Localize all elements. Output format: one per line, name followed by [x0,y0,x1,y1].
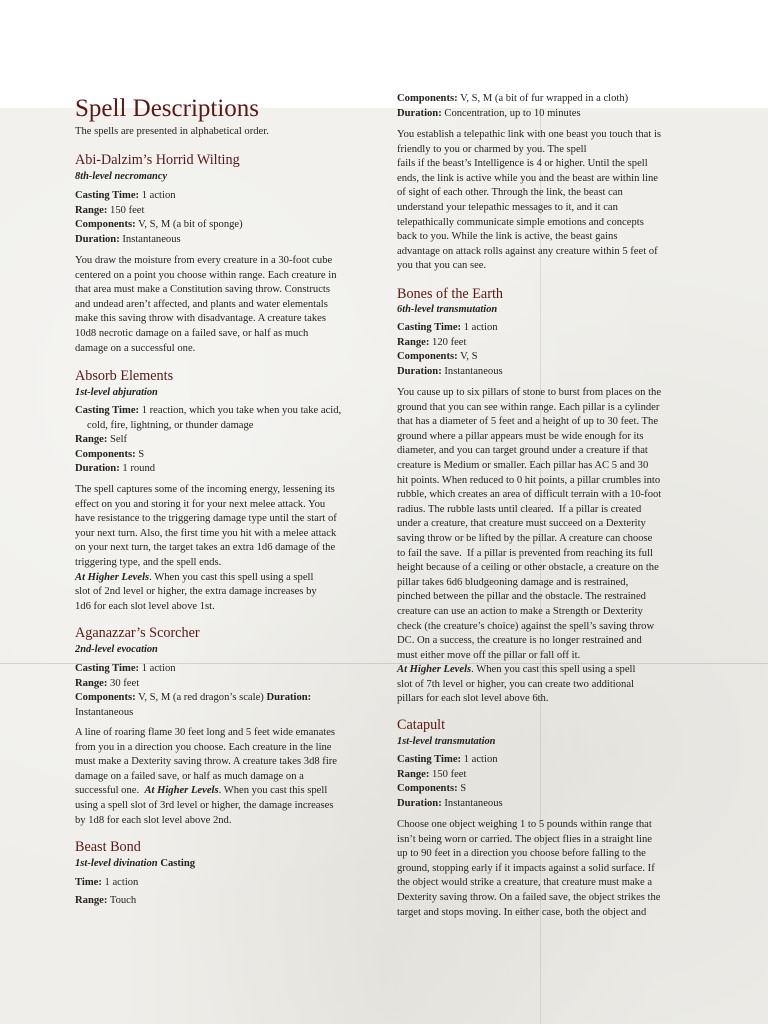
spell-stats [75,404,341,477]
text-line: DC. On a success, the creature is no longer restrained and [397,635,642,647]
text-line: pillar takes 6d6 bludgeoning damage and is restrained, [397,576,629,588]
stat-value: V, S, M (a red dragon’s scale) [135,692,267,704]
stat-label: Components: [397,351,458,363]
spell-heading-absorb-elements: Absorb Elements [75,368,174,384]
intro-text: The spells are presented in alphabetical order. [75,126,269,137]
text-fragment: . When you cast this spell using a spell [149,571,314,583]
spell-stats [75,894,136,909]
stat-value: 1 action [139,663,176,674]
text-line: on your next turn, the target takes an extra 1d6 damage of the [75,542,336,554]
text-line: ground that you can see within range. Each pillar is a cylinder [397,401,660,413]
text-line: hit points. When reduced to 0 hit points, a pillar crumbles into [397,474,661,486]
stat-label: Casting Time: [75,190,140,201]
stat-label: Components: [397,93,458,104]
stat-label: Range: [397,768,430,780]
text-line: triggering type, and the spell ends. [75,556,222,568]
stat-value: V, S, M (a bit of sponge) [135,219,243,231]
text-line: pillars for each slot level above 6th. [397,693,549,705]
stat-label: Duration: [397,107,442,119]
text-line: target and stops moving. In either case, both the object and [397,906,647,918]
stat-label: Casting Time: [397,754,462,765]
spell-heading-catapult: Catapult [397,717,446,733]
text-line: The spell captures some of the incoming energy, lessening its [75,484,335,495]
text-line: You draw the moisture from every creature in a 30-foot cube [75,255,333,266]
stat-label: Casting Time: [75,663,140,674]
stat-value: 1 reaction, which you take when you take acid, [139,405,342,416]
text-line: your next turn. Also, the first time you hit with a melee attack [75,527,337,539]
stat-value: V, S [457,351,478,363]
stat-value: Concentration, up to 10 minutes [441,107,581,119]
text-line: to fail the save. If a pillar is prevented from reaching its full [397,547,653,559]
text-line: 10d8 necrotic damage on a failed save, or half as much [75,327,309,339]
text-line: and undead aren’t affected, and plants and water elementals [75,298,328,310]
stat-label: Components: [75,692,136,704]
spell-stats [75,189,243,247]
text-line: pinched between the pillar and the obstacle. The restrained [397,591,646,603]
stat-label: Casting Time: [75,405,140,416]
text-line: friendly to you or charmed by you. The spell [397,143,587,155]
text-line: telepathically communicate simple emotions and concepts [397,216,644,228]
text-line: have resistance to the triggering damage type until the start of [75,513,337,525]
spell-description [75,726,367,828]
text-line: slot of 2nd level or higher, the extra damage increases by [75,586,317,598]
text-line: creature can use an action to make a Strength or Dexterity [397,605,643,617]
spell-description [75,254,367,356]
spell-school: 2nd-level evocation [75,644,158,655]
page-title: Spell Descriptions [75,95,260,122]
stat-value: Self [107,434,128,446]
stat-value: Instantaneous [441,365,503,377]
text-line: You cause up to six pillars of stone to burst from places on the [397,387,662,398]
text-line: of sight of each other. Through the link, the beast can [397,187,623,199]
spell-school: 6th-level transmutation [397,304,498,315]
stat-value: 150 feet [107,204,145,216]
stat-label: Range: [397,336,430,348]
spell-stats [397,321,503,379]
higher-levels-label: At Higher Levels [397,664,472,676]
spell-heading-abi-dalzim: Abi-Dalzim’s Horrid Wilting [75,152,240,168]
stat-label: Components: [397,783,458,795]
spell-description [397,818,689,920]
stat-value: Instantaneous [75,706,134,718]
text-line: must either move off the pillar or fall off it. [397,649,581,661]
text-line: under a creature, that creature must succeed on a Dexterity [397,518,646,530]
text-line: up to 90 feet in a direction you choose before falling to the [397,848,646,860]
stat-label: Duration: [75,233,120,245]
stat-label: Duration: [266,692,312,704]
spell-description [397,128,689,274]
text-line: 1d6 for each slot level above 1st. [75,600,215,612]
text-line: Choose one object weighing 1 to 5 pounds within range that [397,819,652,830]
stat-value: 1 action [139,190,176,201]
text-line: make this saving throw with disadvantage. A creature takes [75,313,326,325]
stat-label: Components: [75,448,136,460]
text-line: from you in a direction you choose. Each creature in the line [75,741,332,753]
spell-stats [397,753,503,811]
text-line: You establish a telepathic link with one beast you touch that is [397,129,662,140]
text-line: A line of roaring flame 30 feet long and 5 feet wide emanates [75,727,336,738]
text-line: damage on a successful one. [75,342,196,354]
stat-value: 120 feet [429,336,467,348]
text-fragment: successful one. [75,785,145,797]
text-line: damage on a failed save, or half as much damage on a [75,770,304,782]
stat-label: Range: [75,204,108,216]
text-line: that has a diameter of 5 feet and a height of up to 30 feet. The [397,416,659,428]
text-line: ground where a pillar appears must be wide enough for its [397,430,644,442]
spell-stats [397,92,628,121]
stat-label: Casting [157,858,196,869]
text-line: slot of 7th level or higher, you can create two additional [397,678,634,690]
text-line: back to you. While the link is active, the beast gains [397,231,618,243]
stat-label: Duration: [397,365,442,377]
text-line: diameter, and you can target ground under a creature if that [397,445,648,457]
text-line: rubble, which creates an area of difficult terrain with a 10-foot [397,489,662,501]
text-line: saving throw or be lifted by the pillar. A creature can choose [397,532,653,544]
spell-heading-bones-of-the-earth: Bones of the Earth [397,286,503,302]
spell-description [397,386,689,707]
spell-heading-aganazzar: Aganazzar’s Scorcher [75,625,200,641]
stat-value: Touch [107,895,137,906]
text-line: understand your telepathic messages to it, and it can [397,201,618,213]
stat-value: 1 round [119,463,156,475]
text-line: fails if the beast’s Intelligence is 4 or higher. Until the spell [397,158,648,170]
spell-school: 1st-level abjuration [75,387,158,398]
spell-school: 1st-level divination [75,858,158,869]
text-line: isn’t being worn or carried. The object flies in a straight line [397,833,652,845]
higher-levels-label: At Higher Levels [75,571,150,583]
stat-label: Components: [75,219,136,231]
spell-school: 8th-level necromancy [75,171,168,182]
spell-school: 1st-level transmutation [397,736,496,747]
stat-value: 1 action [461,754,498,765]
text-line: you that you can see. [397,260,487,272]
text-line: advantage on attack rolls against any creature within 5 feet of [397,245,658,257]
spell-description [75,483,367,614]
stat-value: Instantaneous [441,797,503,809]
stat-value: 150 feet [429,768,467,780]
stat-label: Time: [75,877,102,888]
text-line: Dexterity saving throw. On a failed save, the object strikes the [397,891,661,903]
stat-value: Instantaneous [119,233,181,245]
text-line: effect on you and storing it for your next melee attack. You [75,498,326,510]
text-line: check (the creature’s choice) against the spell’s saving throw [397,620,655,632]
stat-value: 1 action [461,322,498,333]
stat-label: Duration: [75,463,120,475]
spell-stats [75,662,311,720]
stat-value: 1 action [101,877,139,888]
text-line: radius. The rubble lasts until cleared. If a pillar is created [397,503,642,515]
text-fragment: . When you cast this spell [218,785,328,797]
stat-value: S [135,448,145,460]
text-line: height because of a ceiling or other obstacle, a creature on the [397,562,659,574]
stat-label: Range: [75,677,108,689]
stat-value: S [457,783,467,795]
stat-value: V, S, M (a bit of fur wrapped in a cloth) [457,93,629,104]
text-line: ground, stopping early if it impacts against a solid surface. If [397,862,655,874]
text-line: ends, the link is active while you and the beast are within line [397,172,658,184]
text-fragment: . When you cast this spell using a spell [471,664,636,676]
stat-label: Duration: [397,797,442,809]
text-line: creature is Medium or smaller. Each pillar has AC 5 and 30 [397,459,649,471]
text-line: must make a Dexterity saving throw. A creature takes 3d8 fire [75,756,338,768]
spell-heading-beast-bond: Beast Bond [75,839,141,855]
stat-label: Range: [75,895,108,906]
text-line: the object would strike a creature, that creature must make a [397,877,653,889]
text-line: using a spell slot of 3rd level or higher, the damage increases [75,799,334,811]
stat-value: 30 feet [107,677,140,689]
text-line: that area must make a Constitution saving throw. Constructs [75,284,330,296]
spell-school-line [75,857,195,872]
text-line: centered on a point you choose within range. Each creature in [75,269,337,281]
text-line: by 1d8 for each slot level above 2nd. [75,814,232,826]
stat-label: Casting Time: [397,322,462,333]
stat-label: Range: [75,434,108,446]
stat-value: cold, fire, lightning, or thunder damage [87,419,254,431]
spell-stats [75,876,138,891]
higher-levels-label: At Higher Levels [144,785,219,797]
